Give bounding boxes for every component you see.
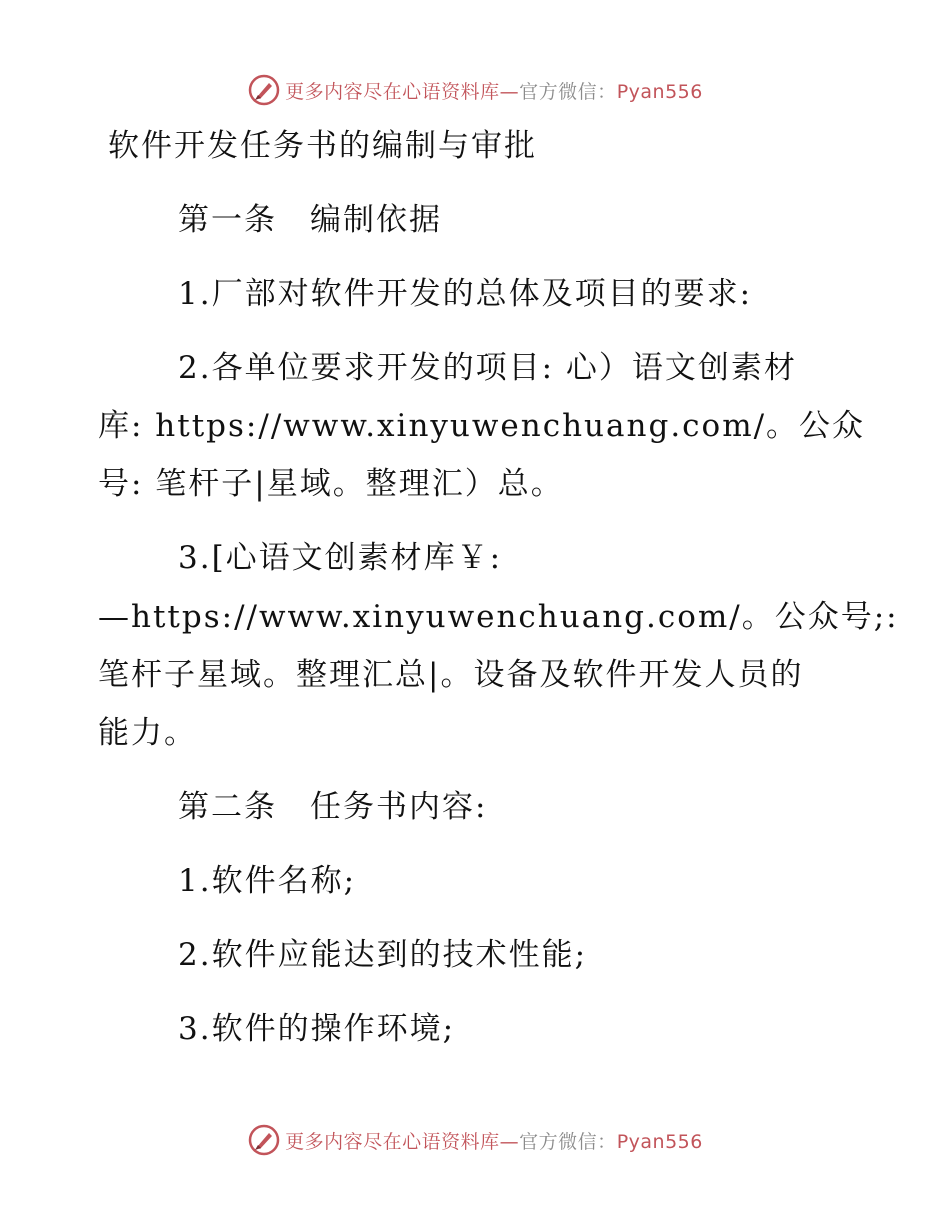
article-1-item-3-line-4: 能力。 (98, 715, 197, 751)
article-2-item-3: 3.软件的操作环境; (178, 1011, 456, 1047)
article-1-heading: 第一条 编制依据 (178, 202, 442, 238)
article-1-item-2-line-3: 号: 笔杆子|星域。整理汇）总。 (98, 466, 564, 502)
article-1-item-3-line-2: —https://www.xinyuwenchuang.com/。公众号;: (98, 599, 899, 635)
article-1-item-3-line-3: 笔杆子星域。整理汇总|。设备及软件开发人员的 (98, 657, 804, 693)
article-2-item-2: 2.软件应能达到的技术性能; (178, 937, 588, 973)
banner-text: 更多内容尽在心语资料库—官方微信：Pyan556 (285, 80, 703, 103)
footer-banner (0, 1120, 950, 1160)
banner-text: 更多内容尽在心语资料库—官方微信：Pyan556 (285, 1130, 703, 1153)
article-1-item-1: 1.厂部对软件开发的总体及项目的要求: (178, 276, 753, 312)
pen-nib-logo-icon (247, 1123, 281, 1157)
article-1-item-2-line-1: 2.各单位要求开发的项目: 心）语文创素材 (178, 350, 797, 386)
article-2-item-1: 1.软件名称; (178, 863, 357, 899)
article-1-item-2-line-2: 库: https://www.xinyuwenchuang.com/。公众 (98, 408, 866, 444)
document-title: 软件开发任务书的编制与审批 (108, 128, 537, 164)
header-banner (0, 70, 950, 110)
pen-nib-logo-icon (247, 73, 281, 107)
article-2-heading: 第二条 任务书内容: (178, 789, 488, 825)
article-1-item-3-line-1: 3.[心语文创素材库￥: (178, 540, 503, 576)
